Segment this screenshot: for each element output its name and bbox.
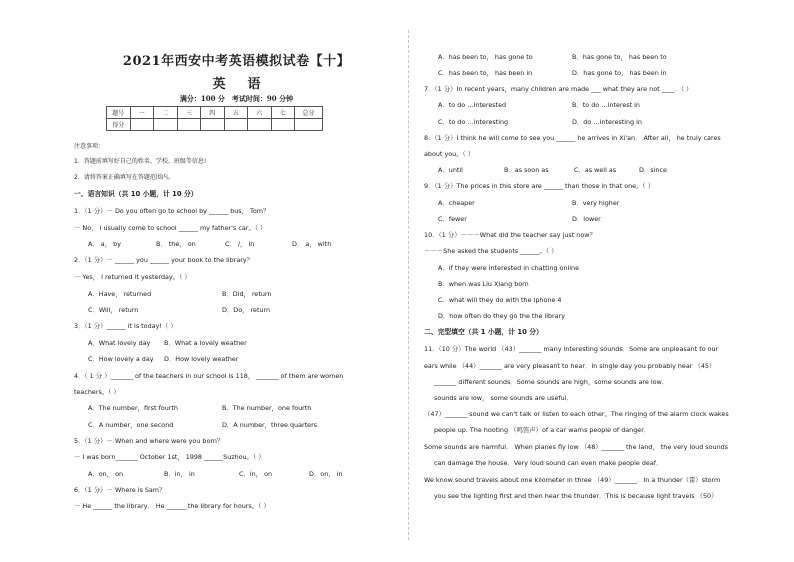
option[interactable]: D．how often do they go the the library <box>438 312 565 320</box>
question-text: 2．（1 分）－ ______ you ______ your book to the library？ <box>74 256 254 264</box>
option[interactable]: B．very higher <box>572 199 620 207</box>
passage-line: ears while （44）_______ are very pleasant to hear．In single day you probably hear （45） <box>424 362 716 370</box>
option[interactable]: C．in， on <box>239 470 273 478</box>
question-text: 6．（1 分）－ Where is Sam？ <box>74 486 166 494</box>
section-heading: 一、语言知识（共 10 小题，计 10 分） <box>74 190 198 198</box>
option[interactable]: D．do …interesting in <box>572 118 642 126</box>
option[interactable]: D．has gone to， has been in <box>572 69 667 77</box>
option[interactable]: B． the， on <box>156 240 196 248</box>
left-column <box>74 0 399 562</box>
score-input-cell[interactable] <box>177 119 201 131</box>
score-input-cell[interactable] <box>248 119 272 131</box>
score-cell: 题号 <box>107 107 131 119</box>
option[interactable]: D．How lovely weather <box>164 355 239 363</box>
question-text: 9．（1 分）The prices in this store are ______ than those in that one。（ ） <box>424 182 655 190</box>
passage-line: Some sounds are harmful． When planes fly low （48）_______ the land， the very loud sounds <box>424 443 729 451</box>
score-cell: 一 <box>130 107 154 119</box>
passage-line: _______ different sounds．Some sounds are high，some sounds are low． <box>434 378 669 386</box>
score-input-cell[interactable] <box>201 119 225 131</box>
option[interactable]: A．has been to， has gone to <box>438 53 533 61</box>
passage-line: （47）_______ sound we can't talk or listen to each other。The ringing of the alarm clock wakes <box>424 410 729 418</box>
score-table <box>106 106 323 131</box>
option[interactable]: D．Do， return <box>222 306 271 314</box>
note-item: 1．答题前填写好自己的姓名、学校、班级等信息! <box>74 158 207 165</box>
option[interactable]: B．has gone to， has been to <box>572 53 667 61</box>
option[interactable]: D．A number，three quarters <box>222 421 318 429</box>
question-text: 4．（ 1 分 ）_______ of the teachers in our school is 118， _______ of them are women <box>74 372 344 380</box>
question-text: － No， I usually come to school ______ my father's car。（ ） <box>74 224 267 232</box>
column-divider <box>408 30 409 540</box>
option[interactable]: B．The number，one fourth <box>222 404 312 412</box>
question-text: 8．（1 分）I think he will come to see you ______ he arrives in Xi'an． After all， he truly cares <box>424 134 721 142</box>
score-cell: 三 <box>177 107 201 119</box>
option[interactable]: B．in， in <box>164 470 195 478</box>
score-cell: 五 <box>224 107 248 119</box>
note-item: 2．请将答案正确填写在答题范围内。 <box>74 174 174 181</box>
option[interactable]: B．as soon as <box>504 166 549 174</box>
option[interactable]: B．when was Liu Xiang born <box>438 280 529 288</box>
option[interactable]: D． a， with <box>292 240 332 248</box>
option[interactable]: C．what will they do with the iphone 4 <box>438 296 562 304</box>
score-input-cell[interactable] <box>295 119 323 131</box>
option[interactable]: C．has been to， has been in <box>438 69 533 77</box>
question-text: 5．（1 分）－ When and where were you born？ <box>74 437 224 445</box>
option[interactable]: C．Will， return <box>88 306 139 314</box>
score-cell: 六 <box>248 107 272 119</box>
score-cell: 七 <box>271 107 295 119</box>
score-cell: 四 <box>201 107 225 119</box>
option[interactable]: D．on， in <box>309 470 343 478</box>
option[interactable]: A．The number，first fourth <box>88 404 178 412</box>
notes-heading: 注意事项： <box>74 143 105 150</box>
question-text: 10．（1 分）－－－What did the teacher say just now？ <box>424 231 596 239</box>
option[interactable]: C．fewer <box>438 215 467 223</box>
score-input-cell[interactable] <box>130 119 154 131</box>
passage-line: We know sound travels about one kilometer in three （49）_______．In a thunder（雷）storm <box>424 476 721 484</box>
question-text: － He ______ the library． He ______ the library for hours。（ ） <box>74 502 270 510</box>
option[interactable]: A．on， on <box>88 470 124 478</box>
score-input-cell[interactable] <box>154 119 178 131</box>
score-input-cell[interactable] <box>224 119 248 131</box>
option[interactable]: B．What a lovely weather <box>164 339 247 347</box>
question-text: about you。（ ） <box>424 150 475 158</box>
score-table-header-row <box>107 107 323 119</box>
right-column <box>424 0 754 562</box>
score-cell: 二 <box>154 107 178 119</box>
option[interactable]: A．to do …interested <box>438 101 507 109</box>
question-text: 1．（1 分）－ Do you often go to school by ______ bus， Tom？ <box>74 207 270 215</box>
option[interactable]: A．until <box>438 166 463 174</box>
option[interactable]: B．to do …interest in <box>572 101 640 109</box>
question-text: － Yes， I returned it yesterday。（ ） <box>74 273 191 281</box>
option[interactable]: C．A number，one second <box>88 421 174 429</box>
passage-line: 11．（10 分）The world （43）_______ many interesting sounds．Some are unpleasant to our <box>424 345 719 353</box>
question-text: －－－She asked the students ______。（ ） <box>424 247 558 255</box>
option[interactable]: B．Did， return <box>222 290 272 298</box>
option[interactable]: C．to do …interesting <box>438 118 509 126</box>
option[interactable]: A．Have， returned <box>88 290 152 298</box>
question-text: 7．（1 分）In recent years，many children are made ___ what they are not ____．（ ） <box>424 85 693 93</box>
exam-subject: 英语 <box>212 77 283 92</box>
question-text: 3．（1 分）______ it is today!（ ） <box>74 322 177 330</box>
exam-title: 2021年西安中考英语模拟试卷【十】 <box>122 54 351 69</box>
question-text: － I was born_______ October 1st， 1998 ______Suzhou。（ ） <box>74 453 265 461</box>
score-table-score-row <box>107 119 323 131</box>
passage-line: sounds are low， some sounds are useful． <box>434 394 573 402</box>
option[interactable]: A． a， by <box>88 240 121 248</box>
score-cell: 得分 <box>107 119 131 131</box>
score-info: 满分：100 分 考试时间：90 分钟 <box>179 94 294 103</box>
score-input-cell[interactable] <box>271 119 295 131</box>
option[interactable]: C． /， in <box>225 240 255 248</box>
passage-line: people up. The hooting （鸣笛声）of a car warns people of danger． <box>434 426 651 434</box>
option[interactable]: A．What lovely day <box>88 339 151 347</box>
score-cell: 总分 <box>295 107 323 119</box>
passage-line: you see the lighting first and then hear the thunder．This is because light travels （50） <box>434 492 718 500</box>
option[interactable]: C．as well as <box>574 166 617 174</box>
passage-line: can damage the house．Very loud sound can even make people deaf． <box>434 459 663 467</box>
option[interactable]: A．if they were interested in chatting online <box>438 264 580 272</box>
option[interactable]: A．cheaper <box>438 199 475 207</box>
section-heading: 二、完型填空（共 1 小题，计 10 分） <box>424 328 543 336</box>
option[interactable]: D．since <box>639 166 667 174</box>
question-text: teachers。（ ） <box>74 388 120 396</box>
option[interactable]: C．How lovely a day <box>88 355 154 363</box>
option[interactable]: D．lower <box>572 215 601 223</box>
